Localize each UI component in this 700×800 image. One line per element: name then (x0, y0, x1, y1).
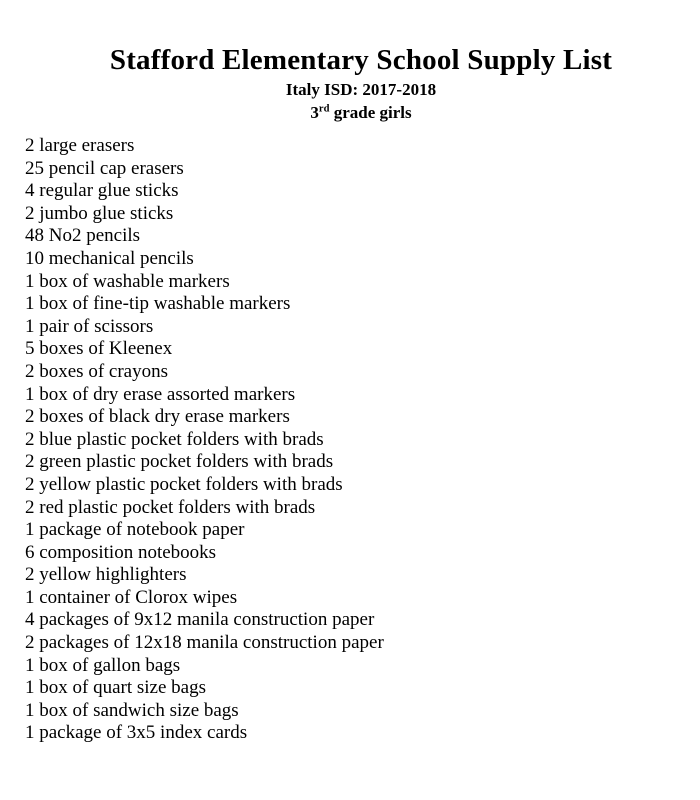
list-item: 2 packages of 12x18 manila construction paper (25, 632, 384, 654)
list-item: 1 box of quart size bags (25, 677, 206, 699)
list-item: 2 jumbo glue sticks (25, 202, 174, 224)
list-item: 4 regular glue sticks (25, 180, 179, 202)
list-item: 1 pair of scissors (25, 315, 154, 337)
list-item: 1 box of gallon bags (25, 654, 181, 676)
page-title: Stafford Elementary School Supply List (109, 44, 613, 76)
grade-number: 3 (310, 103, 319, 122)
list-item: 1 box of sandwich size bags (25, 699, 239, 721)
list-item: 1 box of dry erase assorted markers (25, 383, 296, 405)
document-header (0, 45, 700, 124)
list-item: 6 composition notebooks (25, 541, 217, 563)
grade-ordinal-suffix: rd (318, 103, 330, 115)
list-item: 2 boxes of crayons (25, 360, 168, 382)
list-item: 2 large erasers (25, 135, 135, 156)
list-item: 2 yellow plastic pocket folders with brads (25, 473, 343, 495)
list-item: 10 mechanical pencils (25, 247, 194, 269)
list-item: 2 red plastic pocket folders with brads (25, 496, 316, 518)
list-item: 1 box of fine-tip washable markers (25, 293, 291, 315)
list-item: 2 green plastic pocket folders with brads (25, 451, 334, 473)
supply-list (0, 135, 700, 745)
list-item: 2 yellow highlighters (25, 564, 187, 586)
list-item: 1 package of 3x5 index cards (25, 722, 248, 744)
list-item: 25 pencil cap erasers (25, 157, 184, 179)
list-item: 2 blue plastic pocket folders with brads (25, 428, 324, 450)
grade-label: grade girls (329, 103, 412, 122)
list-item: 1 package of notebook paper (25, 519, 245, 541)
list-item: 2 boxes of black dry erase markers (25, 406, 290, 428)
grade-subtitle (22, 101, 700, 124)
list-item: 1 box of washable markers (25, 270, 230, 292)
district-year-subtitle: Italy ISD: 2017-2018 (285, 80, 437, 99)
list-item: 5 boxes of Kleenex (25, 338, 173, 360)
list-item: 1 container of Clorox wipes (25, 586, 238, 608)
list-item: 4 packages of 9x12 manila construction paper (25, 609, 375, 631)
list-item: 48 No2 pencils (25, 225, 141, 247)
